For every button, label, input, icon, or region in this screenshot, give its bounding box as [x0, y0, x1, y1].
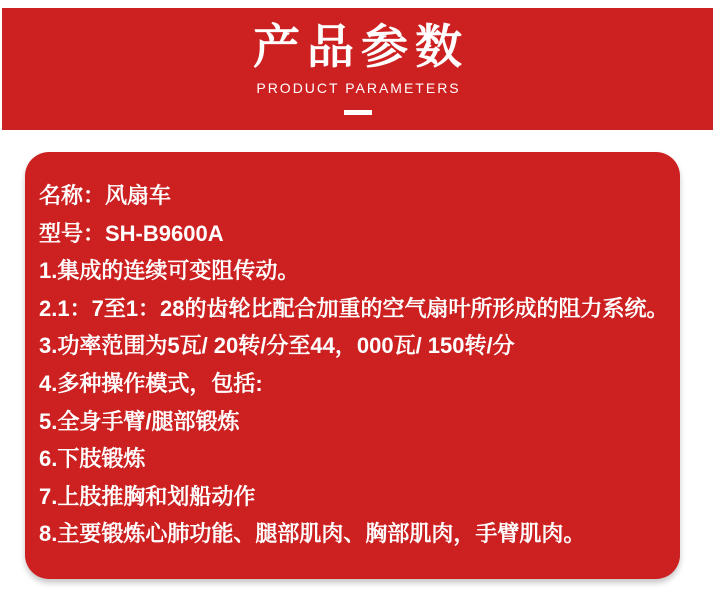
title-underline-dash: [344, 110, 372, 115]
section-title: 产品参数: [253, 20, 469, 73]
parameter-line-6: 6.下肢锻炼: [39, 446, 146, 472]
section-subtitle: PRODUCT PARAMETERS: [256, 80, 461, 96]
parameter-line-name: 名称：风扇车: [39, 183, 172, 208]
parameter-line-2: 2.1：7至1：28的齿轮比配合加重的空气扇叶所形成的阻力系统。: [39, 295, 669, 321]
parameter-line-7: 7.上肢推胸和划船动作: [39, 483, 256, 509]
product-parameters-header: [2, 8, 713, 130]
product-parameters-card: [25, 152, 680, 579]
parameter-line-4: 4.多种操作模式，包括:: [39, 370, 263, 396]
parameter-line-5: 5.全身手臂/腿部锻炼: [39, 408, 240, 434]
parameter-line-3: 3.功率范围为5瓦/ 20转/分至44，000瓦/ 150转/分: [39, 333, 515, 359]
parameter-line-model: 型号：SH-B9600A: [39, 220, 224, 246]
parameter-line-8: 8.主要锻炼心肺功能、腿部肌肉、胸部肌肉，手臂肌肉。: [39, 521, 586, 547]
parameter-line-1: 1.集成的连续可变阻传动。: [39, 258, 300, 284]
